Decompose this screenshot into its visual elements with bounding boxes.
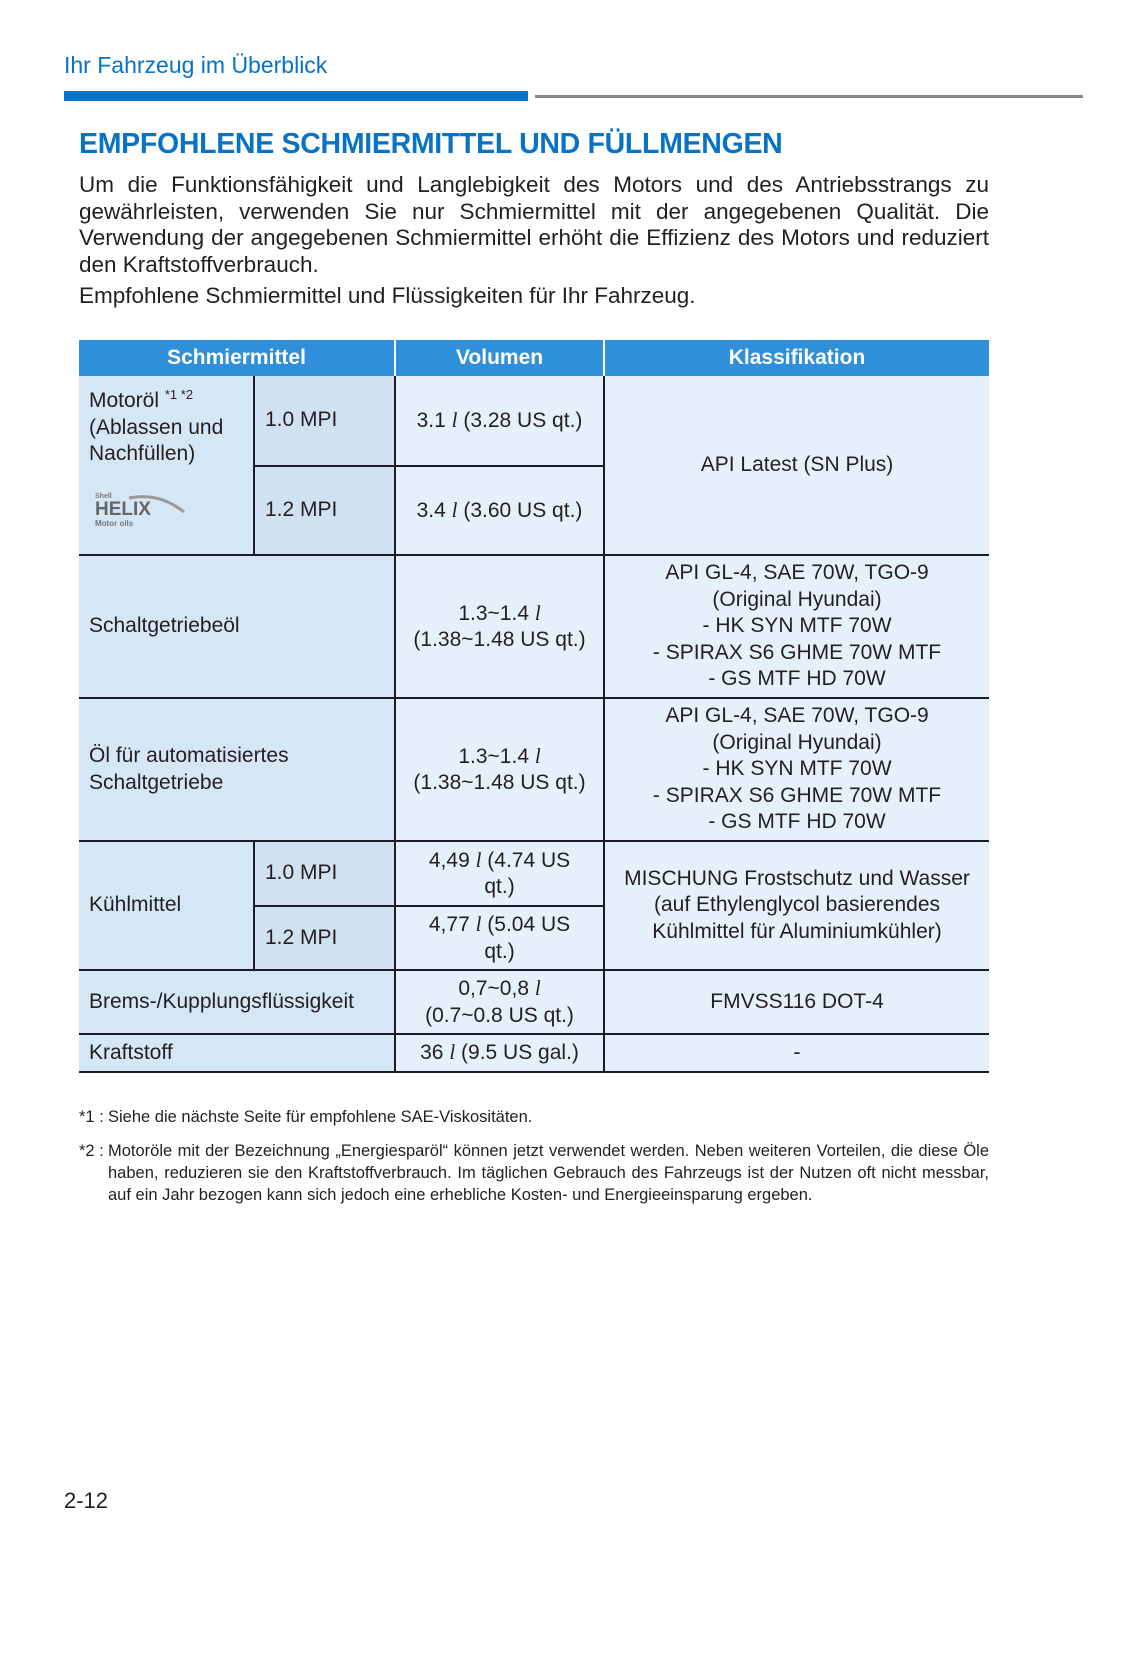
svg-text:HELIX: HELIX (95, 498, 151, 520)
volume-cell: 3.1 l (3.28 US qt.) (395, 376, 604, 466)
engine-cell: 1.0 MPI (254, 841, 395, 906)
lubricant-cell: Schaltgetriebeöl (79, 555, 395, 698)
motor-oil-cell (79, 376, 254, 555)
classification-cell: API Latest (SN Plus) (604, 376, 989, 555)
footnote-2: *2 : Motoröle mit der Bezeichnung „Energiesparöl“ können jetzt verwendet werden. Neben weiteren Vorteilen, die diese Öle haben, reduzieren sie den Kraftstoffverbrauch. Im täglichen Gebrauch des Fahrzeugs ist der Nutzen oft nicht messbar, auf ein Jahr bezogen kann sich jedoch eine erhebliche Kosten- und Energieeinsparung ergeben. (79, 1142, 989, 1204)
volume-cell: 4,49 l (4.74 US qt.) (395, 841, 604, 906)
table-row (79, 970, 989, 1034)
motor-oil-note: (Ablassen und Nachfüllen) (89, 415, 224, 465)
classification-cell: API GL-4, SAE 70W, TGO-9 (Original Hyundai) - HK SYN MTF 70W - SPIRAX S6 GHME 70W MTF - GS MTF HD 70W (604, 555, 989, 698)
page-title: EMPFOHLENE SCHMIERMITTEL UND FÜLLMENGEN (79, 128, 783, 160)
classification-cell: FMVSS116 DOT-4 (604, 970, 989, 1034)
header-lubricant: Schmiermittel (79, 340, 395, 376)
lubricant-table (79, 340, 989, 1073)
intro-text: Um die Funktionsfähigkeit und Langlebigkeit des Motors und des Antriebsstrangs zu gewährleisten, verwenden Sie nur Schmiermittel mit der angegebenen Qualität. Die Verwendung der angegebenen Schmiermittel erhöht die Effizienz des Motors und reduziert den Kraftstoffverbrauch. (79, 172, 989, 277)
table-row (79, 555, 989, 698)
engine-cell: 1.2 MPI (254, 906, 395, 970)
section-title: Ihr Fahrzeug im Überblick (64, 52, 328, 78)
volume-cell: 4,77 l (5.04 US qt.) (395, 906, 604, 970)
section-bar (64, 91, 528, 101)
svg-text:Motor oils: Motor oils (95, 518, 134, 528)
intro-text-2: Empfohlene Schmiermittel und Flüssigkeiten für Ihr Fahrzeug. (79, 283, 696, 308)
volume-cell: 3.4 l (3.60 US qt.) (395, 466, 604, 555)
lubricant-cell: Kühlmittel (79, 841, 254, 970)
classification-cell: - (604, 1034, 989, 1072)
table-row (79, 841, 989, 906)
lubricant-cell: Brems-/Kupplungsflüssigkeit (79, 970, 395, 1034)
volume-cell: 36 l (9.5 US gal.) (395, 1034, 604, 1072)
svg-text:Shell: Shell (95, 492, 112, 500)
motor-oil-label: Motoröl (89, 389, 160, 412)
volume-cell: 1.3~1.4 l (1.38~1.48 US qt.) (395, 698, 604, 841)
shell-helix-logo (89, 490, 189, 538)
classification-cell: MISCHUNG Frostschutz und Wasser (auf Ethylenglycol basierendes Kühlmittel für Aluminiumkühler) (604, 841, 989, 970)
volume-cell: 1.3~1.4 l (1.38~1.48 US qt.) (395, 555, 604, 698)
table-row (79, 698, 989, 841)
lubricant-cell: Kraftstoff (79, 1034, 395, 1072)
engine-cell: 1.0 MPI (254, 376, 395, 466)
lubricant-cell: Öl für automatisiertes Schaltgetriebe (79, 698, 395, 841)
table-row (79, 1034, 989, 1072)
header-volume: Volumen (395, 340, 604, 376)
table-header (79, 340, 989, 376)
page-number: 2-12 (64, 1488, 109, 1513)
footnote-1: *1 : Siehe die nächste Seite für empfohlene SAE-Viskositäten. (79, 1108, 533, 1126)
volume-cell: 0,7~0,8 l (0.7~0.8 US qt.) (395, 970, 604, 1034)
header-classification: Klassifikation (604, 340, 989, 376)
engine-cell: 1.2 MPI (254, 466, 395, 555)
classification-cell: API GL-4, SAE 70W, TGO-9 (Original Hyundai) - HK SYN MTF 70W - SPIRAX S6 GHME 70W MTF - GS MTF HD 70W (604, 698, 989, 841)
table-row (79, 376, 989, 466)
footnote-refs: *1 *2 (164, 387, 194, 402)
section-rule (535, 95, 1083, 98)
